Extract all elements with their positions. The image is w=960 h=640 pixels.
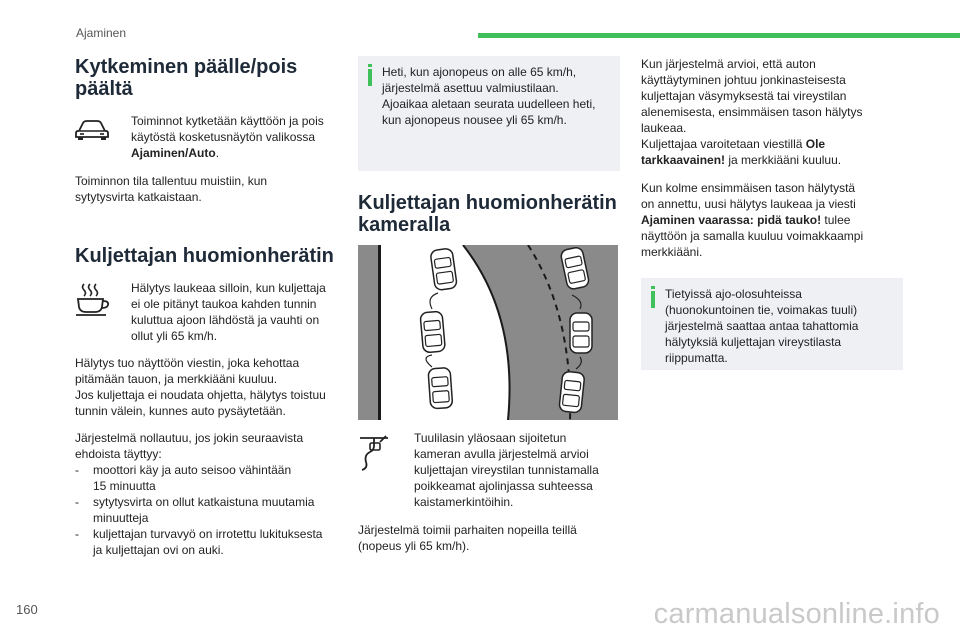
text-line: Toiminnot kytketään käyttöön ja pois — [131, 114, 324, 128]
alert-repeat-paragraph — [75, 355, 345, 419]
column-3 — [641, 56, 903, 370]
section-header-bar — [478, 33, 960, 38]
text-line: tulee — [821, 213, 851, 227]
period: . — [215, 146, 220, 160]
message-driving-danger: Ajaminen vaarassa: pidä tauko! — [641, 213, 822, 227]
menu-separator: / — [185, 146, 189, 160]
heading-camera-line2: kameralla — [358, 214, 451, 236]
second-level-alert-paragraph — [641, 180, 903, 260]
text-line: Tuulilasin yläosaan sijoitetun — [414, 431, 567, 445]
text-line: alenemisesta, ensimmäisen tason hälytys — [641, 105, 863, 119]
heading-camera — [358, 192, 620, 236]
text-line: pitämään tauon, ja merkkiääni kuuluu. — [75, 372, 278, 386]
car-top-icon — [420, 311, 445, 353]
menu-name-driving: Ajaminen — [131, 146, 186, 160]
text-line: kun ajonopeus nousee yli 65 km/h. — [382, 113, 567, 127]
text-line: merkkiääni. — [641, 245, 703, 259]
touchscreen-paragraph — [75, 113, 345, 161]
text-line: kuljettajan turvavyö on irrotettu lukituksesta — [93, 527, 323, 541]
car-icon — [75, 119, 109, 141]
text-line: Toiminnon tila tallentuu muistiin, kun — [75, 174, 268, 188]
text-line: moottori käy ja auto seisoo vähintään — [93, 463, 292, 477]
car-top-icon — [428, 367, 453, 408]
lane-drift-illustration — [358, 245, 618, 420]
watermark: carmanualsonline.info — [653, 598, 940, 630]
first-level-alert-paragraph — [641, 56, 903, 168]
heading-on-off: Kytkeminen päälle/pois päältä — [75, 56, 298, 100]
list-item — [75, 526, 345, 558]
text-line: ei ole pitänyt taukoa kahden tunnin — [131, 297, 317, 311]
text-line: käyttäytyminen johtuu jonkinasteisesta — [641, 73, 846, 87]
text-line: minuutteja — [93, 511, 149, 525]
heading-driver-alert: Kuljettajan huomionherätin — [75, 245, 334, 267]
camera-paragraph — [358, 430, 620, 510]
text-line: 15 minuutta — [93, 479, 156, 493]
memory-paragraph — [75, 173, 345, 205]
text-line: kuljettajan väsymyksestä tai vireystilan — [641, 89, 847, 103]
text-line: laukeaa. — [641, 121, 687, 135]
text-line: poikkeamat ajolinjassa suhteessa — [414, 479, 593, 493]
text-line: Hälytys laukeaa silloin, kun kuljettaja — [131, 281, 326, 295]
text-line: kuluttua ajoon lähdöstä ja vauhti on — [131, 313, 320, 327]
text-line: kuljettajan vireystilan tunnistamalla — [414, 463, 599, 477]
list-dash: - — [75, 495, 79, 509]
text-line: Järjestelmä nollautuu, jos jokin seuraavista — [75, 431, 304, 445]
best-conditions-paragraph — [358, 522, 620, 554]
list-item — [75, 462, 345, 494]
list-dash: - — [75, 527, 79, 541]
reset-paragraph — [75, 430, 345, 558]
text-line: (nopeus yli 65 km/h). — [358, 539, 470, 553]
text-line: järjestelmä saattaa antaa tahattomia — [665, 319, 859, 333]
text-line: tunnin välein, kunnes auto pysäytetään. — [75, 404, 286, 418]
menu-name-auto: Auto — [188, 146, 216, 160]
text-line: (huonokuntoinen tie, voimakas tuuli) — [665, 303, 858, 317]
text-line: Hälytys tuo näyttöön viestin, joka kehottaa — [75, 356, 300, 370]
text-line: ehdoista täyttyy: — [75, 447, 162, 461]
car-top-icon — [430, 248, 457, 291]
lane-illustration — [358, 245, 620, 420]
column-2 — [358, 56, 620, 554]
text-line: Tietyissä ajo-olosuhteissa — [665, 287, 802, 301]
text-line: sytytysvirta on ollut katkaistuna muutamia — [93, 495, 315, 509]
car-top-icon — [570, 313, 592, 353]
text-line: on annettu, uusi hälytys laukeaa ja viesti — [641, 197, 856, 211]
text-line: Jos kuljettaja ei noudata ohjetta, hälytys toistuu — [75, 388, 326, 402]
car-top-icon — [559, 371, 585, 413]
windshield-camera-icon — [358, 434, 390, 472]
text-line: käytöstä kosketusnäytön valikossa — [131, 130, 316, 144]
text-line: kameran avulla järjestelmä arvioi — [414, 447, 589, 461]
text-line: kaistamerkintöihin. — [414, 495, 514, 509]
coffee-cup-icon — [75, 282, 111, 316]
list-dash: - — [75, 463, 79, 477]
text-line: järjestelmä asettuu valmiustilaan. — [382, 81, 559, 95]
text-line: ja merkkiääni kuuluu. — [725, 153, 842, 167]
column-1 — [75, 56, 345, 558]
text-line: Kun kolme ensimmäisen tason hälytystä — [641, 181, 856, 195]
text-line: Heti, kun ajonopeus on alle 65 km/h, — [382, 65, 577, 79]
text-line: Kuljettajaa varoitetaan viestillä — [641, 137, 806, 151]
text-line: Järjestelmä toimii parhaiten nopeilla teillä — [358, 523, 577, 537]
page-number: 160 — [16, 602, 38, 617]
info-icon — [651, 291, 655, 308]
text-line: ja kuljettajan ovi on auki. — [93, 543, 224, 557]
text-line: Ajoaikaa aletaan seurata uudelleen heti, — [382, 97, 596, 111]
text-line: näyttöön ja samalla kuuluu voimakkaampi — [641, 229, 864, 243]
text-line: riippumatta. — [665, 351, 728, 365]
text-line: hälytyksiä kuljettajan vireystilasta — [665, 335, 842, 349]
list-item — [75, 494, 345, 526]
message-be-attentive-end: tarkkaavainen! — [641, 153, 726, 167]
info-box-false-alerts — [641, 278, 903, 370]
info-icon — [368, 69, 372, 86]
text-line: Kun järjestelmä arvioi, että auton — [641, 57, 816, 71]
alert-paragraph — [75, 280, 345, 344]
message-be-attentive: Ole — [805, 137, 826, 151]
text-line: sytytysvirta katkaistaan. — [75, 190, 202, 204]
heading-camera-line1: Kuljettajan huomionherätin — [358, 192, 617, 214]
text-line: ollut yli 65 km/h. — [131, 329, 218, 343]
info-box-standby — [358, 56, 620, 171]
section-header: Ajaminen — [76, 26, 127, 40]
